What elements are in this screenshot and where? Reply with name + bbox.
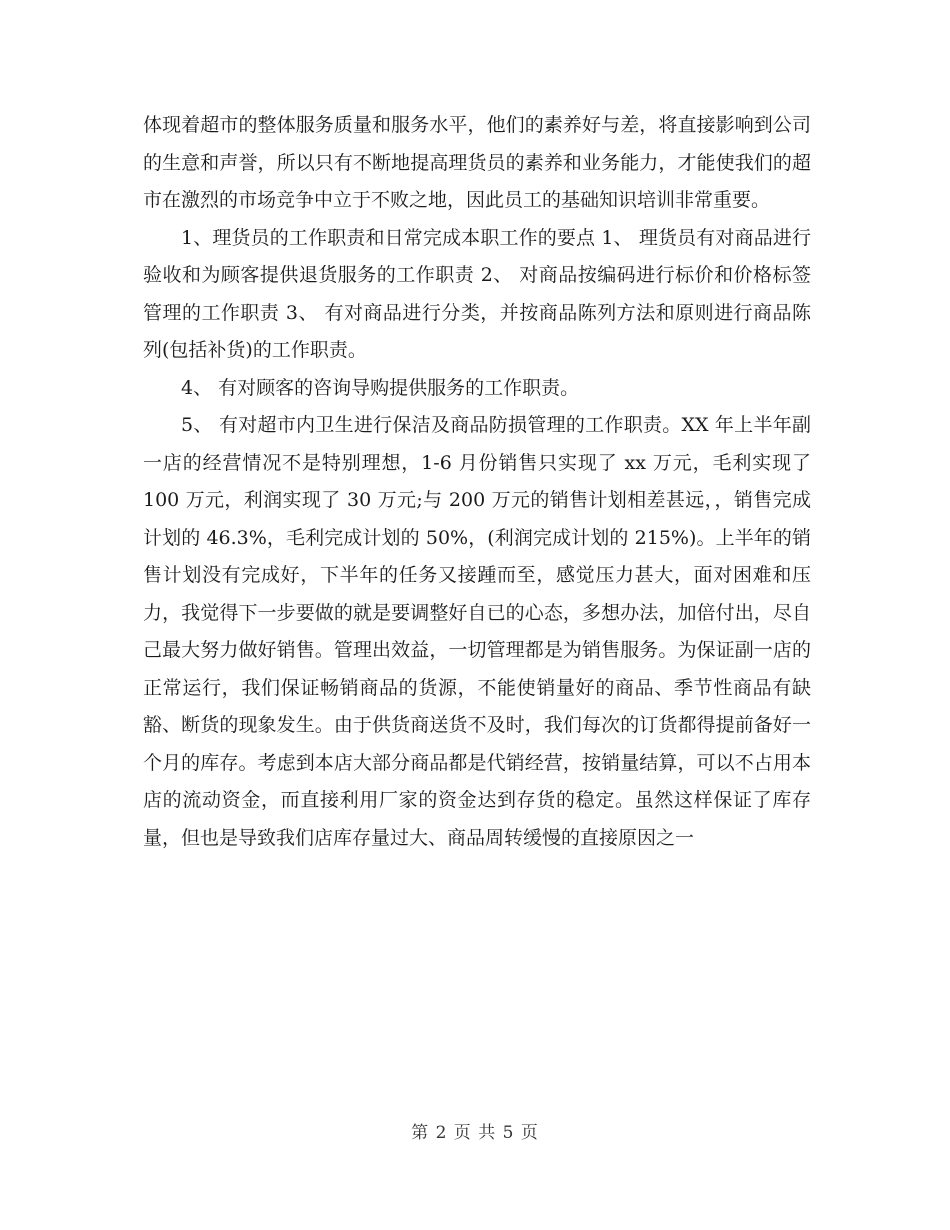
paragraph-intro: 体现着超市的整体服务质量和服务水平，他们的素养好与差，将直接影响到公司的生意和声誉，所以只有不断地提高理货员的素养和业务能力，才能使我们的超市在激烈的市场竞争中立于不败之地，因此员工的基础知识培训非常重要。	[143, 114, 811, 211]
paragraph-duties: 1、理货员的工作职责和日常完成本职工作的要点 1、 理货员有对商品进行验收和为顾客提供退货服务的工作职责 2、 对商品按编码进行标价和价格标签管理的工作职责 3、 有对商品进行分类，并按商品陈列方法和原则进行商品陈列(包括补货)的工作职责。	[143, 226, 811, 361]
document-body	[143, 107, 811, 857]
page-number-footer: 第 2 页 共 5 页	[411, 1123, 539, 1143]
paragraph-sales-report: 5、 有对超市内卫生进行保洁及商品防损管理的工作职责。XX 年上半年副一店的经营情况不是特别理想，1-6 月份销售只实现了 xx 万元，毛利实现了 100 万元，利润实现了 30 万元;与 200 万元的销售计划相差甚远，，销售完成计划的 46.3%，毛利完成计划的 50%，(利润完成计划的 215%)。上半年的销售计划没有完成好，下半年的任务又接踵而至，感觉压力甚大，面对困难和压力，我觉得下一步要做的就是要调整好自已的心态，多想办法，加倍付出，尽自己最大努力做好销售。管理出效益，一切管理都是为销售服务。为保证副一店的正常运行，我们保证畅销商品的货源，不能使销量好的商品、季节性商品有缺豁、断货的现象发生。由于供货商送货不及时，我们每次的订货都得提前备好一个月的库存。考虑到本店大部分商品都是代销经营，按销量结算，可以不占用本店的流动资金，而直接利用厂家的资金达到存货的稳定。虽然这样保证了库存量，但也是导致我们店库存量过大、商品周转缓慢的直接原因之一	[143, 414, 811, 849]
paragraph-customer-service: 4、 有对顾客的咨询导购提供服务的工作职责。	[181, 376, 580, 399]
